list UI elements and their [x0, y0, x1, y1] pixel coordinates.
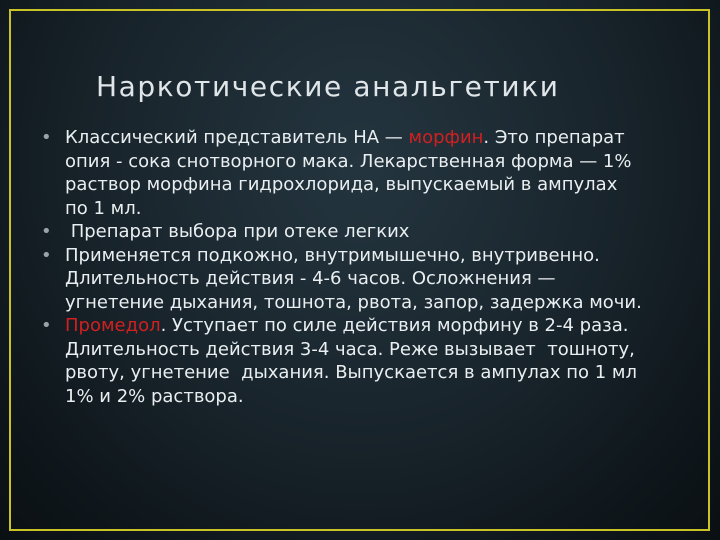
- bullet-line: опия - сока снотворного мака. Лекарственная форма — 1%: [65, 150, 632, 172]
- bullet-item-promedol: [40, 314, 690, 408]
- bullet-marker: •: [41, 127, 52, 148]
- highlight-promedol: Промедол: [65, 315, 161, 336]
- bullet-line: Применяется подкожно, внутримышечно, внутривенно.: [65, 244, 600, 266]
- bullet-line: по 1 мл.: [65, 197, 142, 219]
- bullet-line: раствор морфина гидрохлорида, выпускаемый в ампулах: [65, 174, 618, 195]
- bullet-marker: •: [41, 221, 52, 242]
- bullet-line: Длительность действия 3-4 часа. Реже вызывает тошноту,: [65, 338, 635, 360]
- bullet-item-lung-edema: [40, 220, 690, 244]
- bullet-line: рвоту, угнетение дыхания. Выпускается в ампулах по 1 мл: [65, 362, 638, 383]
- bullet-line: Классический представитель НА — морфин. Это препарат: [65, 127, 625, 148]
- bullet-line: Промедол. Уступает по силе действия морфину в 2-4 раза.: [65, 315, 629, 336]
- bullet-marker: •: [41, 244, 52, 266]
- bullet-marker: •: [41, 315, 52, 336]
- bullet-line: 1% и 2% раствора.: [65, 385, 244, 407]
- bullet-line: угнетение дыхания, тошнота, рвота, запор, задержка мочи.: [65, 291, 642, 313]
- slide-title: Наркотические анальгетики: [96, 70, 560, 103]
- bullet-item-morphine: [40, 126, 690, 220]
- bullet-list: [40, 126, 690, 408]
- bullet-item-administration: [40, 244, 690, 315]
- bullet-line: Длительность действия - 4-6 часов. Осложнения —: [65, 268, 556, 289]
- bullet-line: Препарат выбора при отеке легких: [65, 221, 410, 242]
- highlight-morphine: морфин: [408, 127, 484, 148]
